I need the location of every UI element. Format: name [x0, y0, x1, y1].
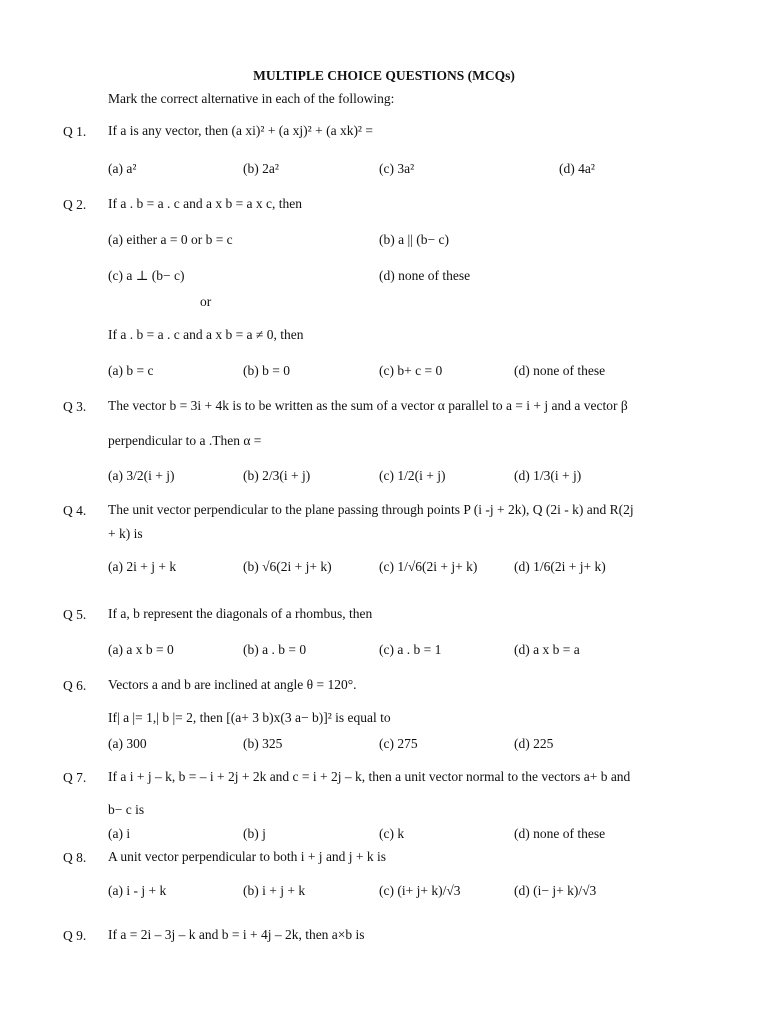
- question-number: Q 3.: [63, 399, 87, 414]
- option: (a) a x b = 0: [108, 642, 174, 657]
- option: (d) none of these: [514, 363, 606, 378]
- option: (d) 225: [514, 736, 554, 751]
- option: (a) 3/2(i + j): [108, 468, 175, 483]
- question-number: Q 2.: [63, 197, 87, 212]
- option: (a) either a = 0 or b = c: [108, 232, 233, 247]
- option: (d) none of these: [379, 268, 471, 283]
- option: (b) j: [243, 826, 266, 841]
- question-text: If a, b represent the diagonals of a rhombus, then: [108, 606, 373, 621]
- question-number: Q 7.: [63, 770, 87, 785]
- option: (a) a²: [108, 161, 137, 176]
- option: (b) 2/3(i + j): [243, 468, 311, 483]
- question-text: If a is any vector, then (a xi)² + (a xj)² + (a xk)² =: [108, 123, 373, 138]
- page-title: MULTIPLE CHOICE QUESTIONS (MCQs): [253, 68, 515, 83]
- option: (c) b+ c = 0: [379, 363, 443, 378]
- option: (b) √6(2i + j+ k): [243, 559, 332, 574]
- question-number: Q 1.: [63, 124, 87, 139]
- option: (c) a . b = 1: [379, 642, 442, 657]
- option: (d) 1/3(i + j): [514, 468, 582, 483]
- question-text: If a = 2i – 3j – k and b = i + 4j – 2k, then a×b is: [108, 927, 365, 942]
- question-text: If a . b = a . c and a x b = a ≠ 0, then: [108, 327, 304, 342]
- question-number: Q 5.: [63, 607, 87, 622]
- option: (c) (i+ j+ k)/√3: [379, 883, 461, 898]
- option: (b) 325: [243, 736, 283, 751]
- question-text: b− c is: [108, 802, 145, 817]
- option: (b) a . b = 0: [243, 642, 307, 657]
- option: (b) 2a²: [243, 161, 279, 176]
- option: (c) 275: [379, 736, 418, 751]
- option: (d) 1/6(2i + j+ k): [514, 559, 606, 574]
- question-text: Vectors a and b are inclined at angle θ = 120°.: [108, 677, 357, 692]
- question-text: perpendicular to a .Then α =: [108, 433, 262, 448]
- option: (c) k: [379, 826, 405, 841]
- question-text: The unit vector perpendicular to the plane passing through points P (i -j + 2k), Q (2i - k) and R(2j: [108, 502, 634, 517]
- option: (c) 1/√6(2i + j+ k): [379, 559, 478, 574]
- question-text: The vector b = 3i + 4k is to be written as the sum of a vector α parallel to a = i + j and a vector β: [108, 398, 628, 413]
- option: (d) 4a²: [559, 161, 595, 176]
- question-text: If a . b = a . c and a x b = a x c, then: [108, 196, 303, 211]
- question-number: Q 4.: [63, 503, 87, 518]
- option: (b) b = 0: [243, 363, 290, 378]
- option: (c) 1/2(i + j): [379, 468, 446, 483]
- question-number: Q 8.: [63, 850, 87, 865]
- option: (c) a ⊥ (b− c): [108, 268, 185, 283]
- option: (d) none of these: [514, 826, 606, 841]
- option: (c) 3a²: [379, 161, 415, 176]
- option: (a) 300: [108, 736, 147, 751]
- or-separator: or: [200, 294, 212, 309]
- option: (d) a x b = a: [514, 642, 580, 657]
- option: (a) i - j + k: [108, 883, 167, 898]
- question-number: Q 9.: [63, 928, 87, 943]
- option: (d) (i− j+ k)/√3: [514, 883, 597, 898]
- option: (a) 2i + j + k: [108, 559, 177, 574]
- option: (b) i + j + k: [243, 883, 306, 898]
- question-text: If a i + j – k, b = – i + 2j + 2k and c = i + 2j – k, then a unit vector normal to the vectors a+ b and: [108, 769, 631, 784]
- question-text: + k) is: [108, 526, 143, 541]
- question-number: Q 6.: [63, 678, 87, 693]
- option: (b) a || (b− c): [379, 232, 449, 247]
- question-text: A unit vector perpendicular to both i + j and j + k is: [108, 849, 387, 864]
- option: (a) b = c: [108, 363, 154, 378]
- instruction: Mark the correct alternative in each of the following:: [108, 91, 395, 106]
- question-text: If| a |= 1,| b |= 2, then [(a+ 3 b)x(3 a− b)]² is equal to: [108, 710, 391, 725]
- option: (a) i: [108, 826, 131, 841]
